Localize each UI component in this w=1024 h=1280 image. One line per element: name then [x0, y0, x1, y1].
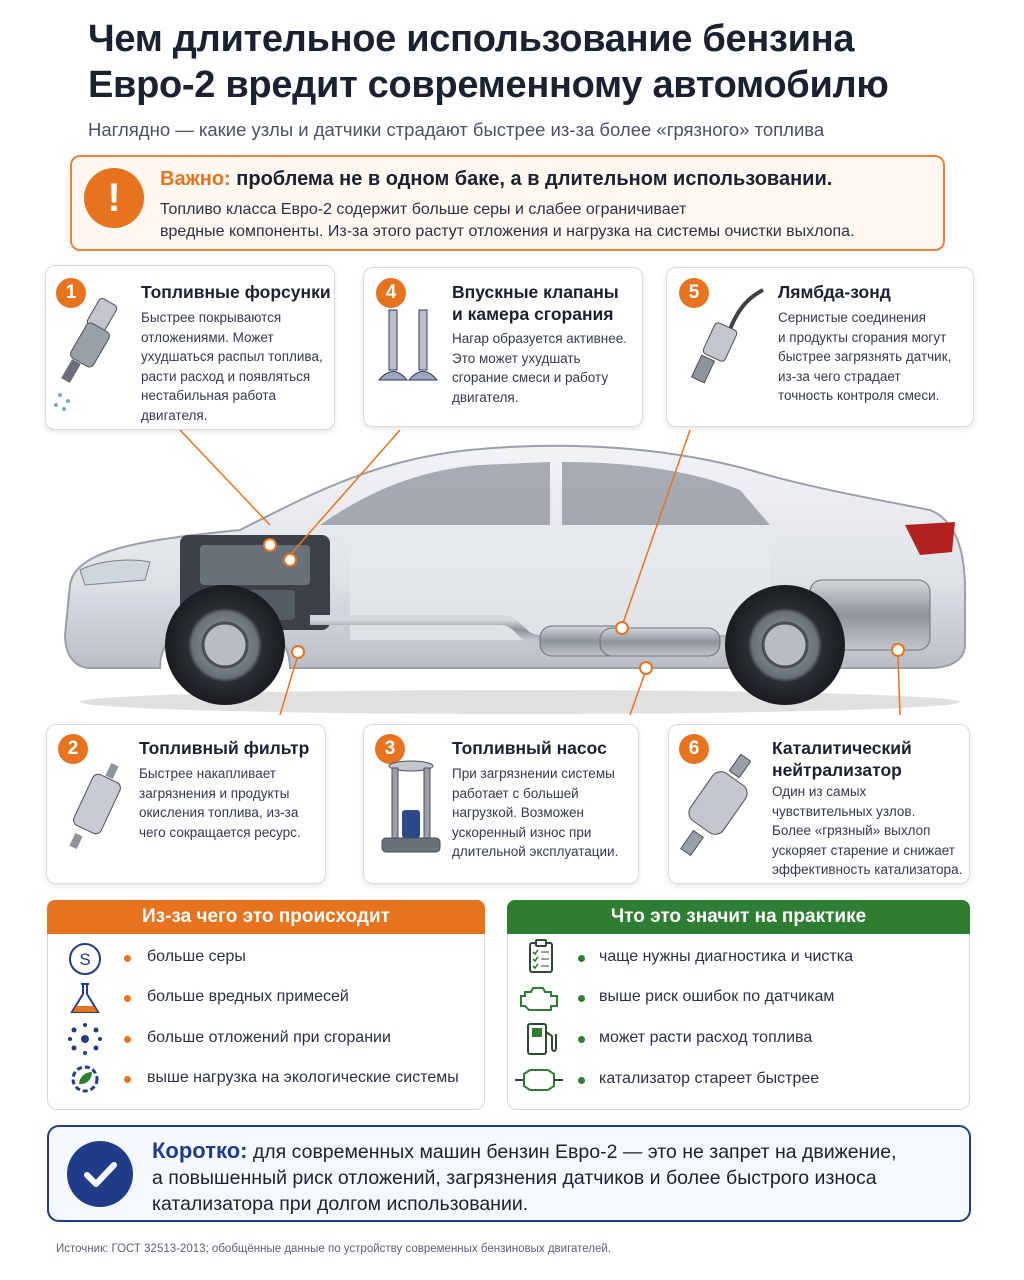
- card-number: 4: [376, 278, 406, 308]
- list-item: больше серы: [147, 948, 246, 965]
- card-text: Быстрее накапливает загрязнения и продукты окисления топлива, из-за чего сокращается ресурс.: [139, 766, 301, 840]
- list-item: больше отложений при сгорании: [147, 1029, 391, 1046]
- eco-gear-icon: [66, 1060, 104, 1098]
- bullet: [124, 1076, 131, 1083]
- card-number: 2: [58, 734, 88, 764]
- page-title: Чем длительное использование бензина Евро-2 вредит современному автомобилю: [88, 18, 889, 106]
- bullet: [124, 955, 131, 962]
- bullet: [578, 1036, 585, 1043]
- important-headline: Важно: проблема не в одном баке, а в длительном использовании.: [160, 168, 833, 190]
- list-item: катализатор стареет быстрее: [599, 1070, 820, 1087]
- fuel-filter-icon: [58, 762, 128, 852]
- card-number: 5: [679, 278, 709, 308]
- card-text: Быстрее покрываются отложениями. Может ухудшаться распыл топлива, расти расход и появляться нестабильная работа двигателя.: [141, 310, 323, 423]
- bullet: [578, 995, 585, 1002]
- card-number: 3: [375, 734, 405, 764]
- car-cutaway-illustration: [50, 430, 980, 715]
- check-engine-icon: [517, 980, 563, 1018]
- bullet: [578, 1077, 585, 1084]
- card-number: 6: [679, 734, 709, 764]
- lambda-sensor-icon: [678, 285, 768, 395]
- page-subtitle: Наглядно — какие узлы и датчики страдают быстрее из-за более «грязного» топлива: [88, 119, 825, 140]
- catalyst-icon: [514, 1064, 564, 1096]
- list-item: выше нагрузка на экологические системы: [147, 1069, 459, 1086]
- card-title: Топливный фильтр: [139, 738, 310, 758]
- card-title: Топливные форсунки: [141, 282, 331, 302]
- card-title: Каталитический нейтрализатор: [772, 738, 912, 780]
- particles-icon: [66, 1020, 104, 1058]
- svg-text:S: S: [79, 950, 91, 969]
- card-text: Сернистые соединения и продукты сгорания могут быстрее загрязнять датчик, из-за чего страдает точность контроля смеси.: [778, 310, 952, 403]
- card-title: Лямбда-зонд: [778, 282, 891, 302]
- flask-icon: [66, 980, 104, 1018]
- sulfur-icon: [66, 940, 104, 978]
- card-number: 1: [56, 278, 86, 308]
- fuel-pump-module-icon: [376, 760, 446, 860]
- fuel-pump-icon: [522, 1020, 560, 1058]
- summary-text: Коротко: для современных машин бензин Евро-2 — это не запрет на движение, а повышенный риск отложений, загрязнения датчиков и более быстрого износа катализатора при долгом использовании.: [152, 1138, 897, 1215]
- source-note: Источник: ГОСТ 32513-2013; обобщённые данные по устройству современных бензиновых двигателей.: [56, 1243, 612, 1255]
- important-text: Топливо класса Евро-2 содержит больше серы и слабее ограничивает вредные компоненты. Из-за этого растут отложения и нагрузка на системы очистки выхлопа.: [160, 201, 855, 240]
- checkmark-icon: [67, 1141, 133, 1207]
- list-item: выше риск ошибок по датчикам: [599, 988, 835, 1005]
- practice-title: Что это значит на практике: [507, 900, 970, 934]
- list-item: чаще нужны диагностика и чистка: [599, 948, 853, 965]
- card-title: Топливный насос: [452, 738, 607, 758]
- clipboard-icon: [522, 938, 560, 976]
- catalytic-converter-icon: [676, 752, 766, 862]
- card-text: При загрязнении системы работает с большей нагрузкой. Возможен ускоренный износ при длительной эксплуатации.: [452, 766, 619, 859]
- card-text: Один из самых чувствительных узлов. Более «грязный» выхлоп ускоряет старение и снижает эффективность катализатора.: [772, 784, 963, 877]
- bullet: [124, 1036, 131, 1043]
- causes-title: Из-за чего это происходит: [47, 900, 485, 934]
- list-item: больше вредных примесей: [147, 988, 349, 1005]
- valves-icon: [375, 308, 445, 388]
- card-text: Нагар образуется активнее. Это может ухудшать сгорание смеси и работу двигателя.: [452, 331, 627, 405]
- injector-icon: [52, 295, 132, 415]
- bullet: [578, 955, 585, 962]
- bullet: [124, 995, 131, 1002]
- warning-icon: !: [84, 168, 144, 228]
- list-item: может расти расход топлива: [599, 1029, 813, 1046]
- card-title: Впускные клапаны и камера сгорания: [452, 282, 619, 324]
